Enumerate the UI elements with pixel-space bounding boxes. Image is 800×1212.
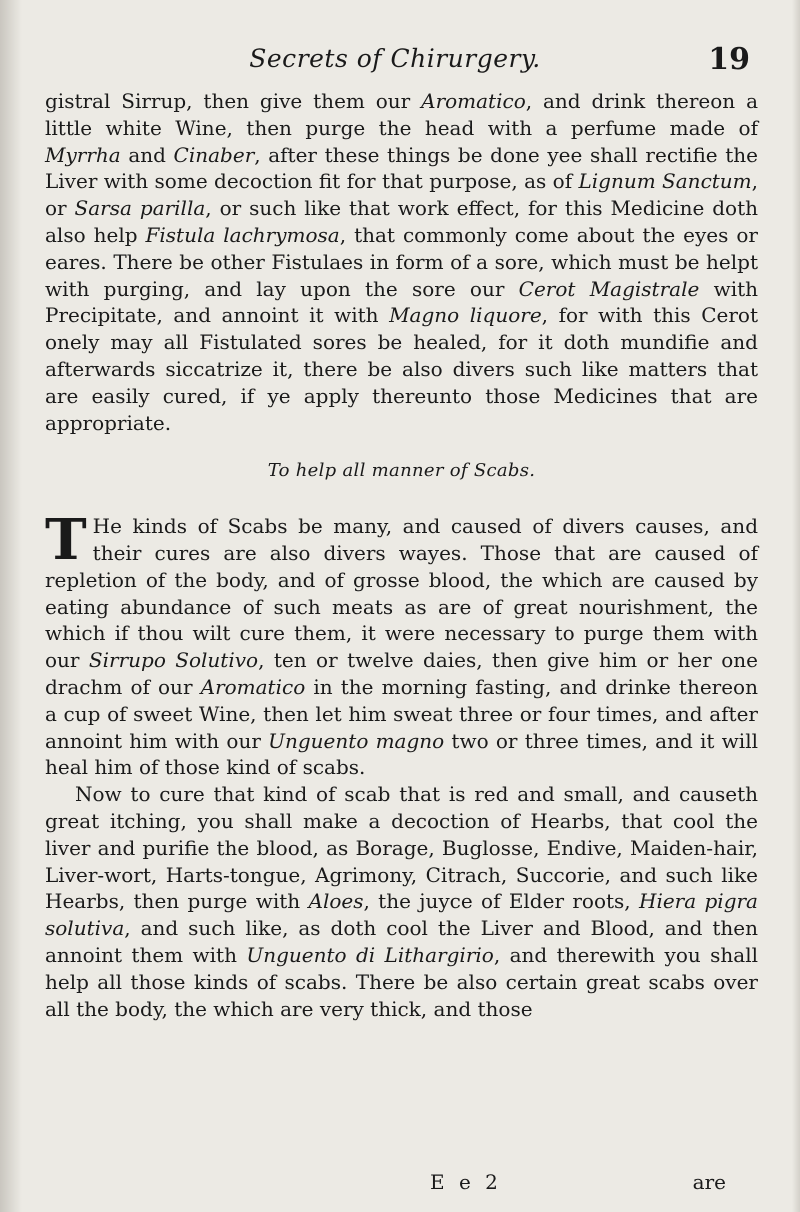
text-run: , the juyce of Elder roots, <box>363 889 639 914</box>
text-run: , or <box>45 169 759 221</box>
text-run: Now to cure that kind of scab that is red and small, and causeth great itching, you shall make a decoction of Hearbs, that cool the liver and purifie the blood, as Borage, Buglosse, Endive, Maiden-hair, Liver-wort, Harts-tongue, Agrimony, Citrach, Succorie, and such like Hearbs, then purge with <box>45 782 758 914</box>
italic-term: Aromatico <box>200 674 306 699</box>
text-run: , that commonly come about the eyes or eares. There be other Fistulaes in form of a sore, which must be helpt with purging, and lay upon the sore our <box>45 222 758 301</box>
text-run: He kinds of Scabs be many, and caused of divers causes, and their cures are also divers wayes. Those that are caused of repletion of the body, and of grosse blood, the which are caused by eating abundance of such meats as are of great nourishment, the which if thou wilt cure them, it were necessary to purge them with our <box>45 514 758 673</box>
running-title: Secrets of Chirurgery. <box>249 44 541 73</box>
text-run: gistral Sirrup, then give them our <box>45 89 422 113</box>
italic-term: Hiera pigra solutiva <box>45 889 758 941</box>
text-run: , and such like, as doth cool the Liver and Blood, and then annoint them with <box>45 916 758 967</box>
signature-mark: E e 2 <box>430 1170 502 1194</box>
text-run: , and drink thereon a little white Wine, then purge the head with a perfume made of <box>45 89 758 140</box>
text-run: two or three times, and it will heal him of those kind of scabs. <box>45 728 758 780</box>
italic-term: Aromatico <box>421 89 526 113</box>
italic-term: Sirrupo Solutivo <box>88 648 259 673</box>
text-run: , and therewith you shall help all those kinds of scabs. There be also certain great scabs over all the body, the which are very thick, and those <box>45 942 759 1021</box>
text-run: , after these things be done yee shall rectifie the Liver with some decoction fit for that purpose, as of <box>45 142 758 194</box>
italic-term: Unguento magno <box>268 728 445 753</box>
section-heading: To help all manner of Scabs. <box>267 460 536 482</box>
italic-term: Cinaber <box>173 142 255 167</box>
page-body <box>45 88 758 1022</box>
italic-term: Sarsa parilla <box>74 196 206 221</box>
catchword: are <box>692 1170 726 1194</box>
text-run: , ten or twelve daies, then give him or her one drachm of our <box>45 648 759 699</box>
italic-term: Aloes <box>308 889 364 914</box>
page-number: 19 <box>708 42 750 77</box>
drop-cap: T <box>45 507 87 574</box>
text-run: with Precipitate, and annoint it with <box>45 276 759 328</box>
text-run: , for with this Cerot onely may all Fistulated sores be healed, for it doth mundifie and afterwards siccatrize it, there be also divers such like matters that are easily cured, if ye apply thereunto those Medicines that are appropriate. <box>45 303 758 435</box>
italic-term: Fistula lachrymosa <box>145 222 340 247</box>
paragraph-2 <box>45 507 759 781</box>
italic-term: Unguento di Lithargirio <box>246 942 494 967</box>
italic-term: Myrrha <box>45 142 121 167</box>
text-run: , or such like that work effect, for this Medicine doth also help <box>45 196 758 247</box>
text-run: in the morning fasting, and drinke thereon a cup of sweet Wine, then let him sweat three or four times, and after annoint him with our <box>45 674 758 753</box>
italic-term: Lignum Sanctum <box>578 169 752 194</box>
paragraph-3 <box>45 781 758 1022</box>
paragraph-2-text <box>45 507 759 780</box>
paragraph-1 <box>45 88 758 436</box>
italic-term: Magno liquore <box>389 303 542 328</box>
italic-term: Cerot Magistrale <box>518 276 700 301</box>
text-run: and <box>120 142 174 167</box>
page-header <box>40 44 750 88</box>
